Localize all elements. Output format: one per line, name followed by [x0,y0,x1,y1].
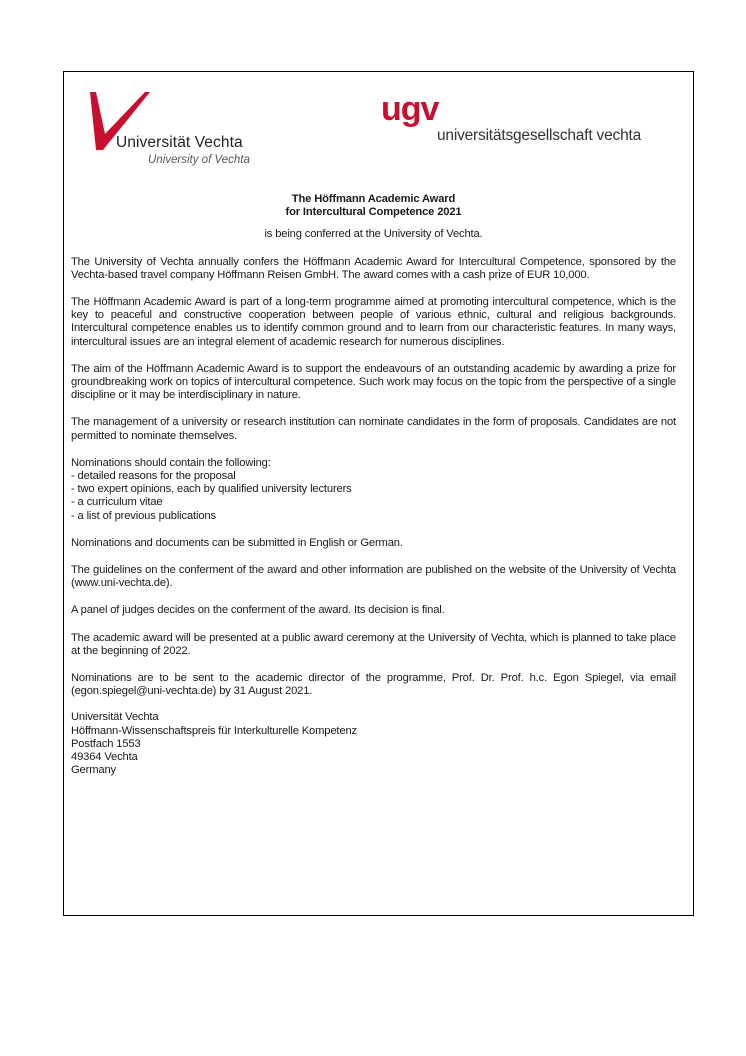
address-line: Höffmann-Wissenschaftspreis für Interkulturelle Kompetenz [71,724,357,737]
contact-text-before: Nominations are to be sent to the academic director of the programme, Prof. Dr. Prof. h.c. Egon Spiegel, via email ( [71,672,676,698]
contact-text-after: ) by 31 August 2021. [212,685,313,698]
award-subtitle: is being conferred at the University of Vechta. [264,228,483,241]
address-line: Germany [71,764,116,777]
award-title-line2: for Intercultural Competence 2021 [285,206,462,219]
contact-email: egon.spiegel@uni-vechta.de [74,685,213,698]
list-item: - a list of previous publications [71,509,216,522]
paragraph-programme: The Höffmann Academic Award is part of a long-term programme aimed at promoting intercultural competence, which is the key to peaceful and constructive cooperation between people of various ethnic, cultural and religious backgrounds. Intercultural competence enables us to identify common ground and to learn from our characteristic features. In many ways, intercultural issues are an integral element of academic research for numerous disciplines. [71,296,676,348]
paragraph-aim: The aim of the Höffmann Academic Award is to support the endeavours of an outstanding academic by awarding a prize for groundbreaking work on topics of intercultural competence. Such work may focus on the topic from the perspective of a single discipline or it may be interdisciplinary in nature. [71,362,676,402]
address-line: 49364 Vechta [71,751,138,764]
nominations-section [71,457,676,523]
postal-address [71,711,676,777]
award-title-line1: The Höffmann Academic Award [291,193,456,205]
paragraph-intro: The University of Vechta annually confers the Höffmann Academic Award for Intercultural Competence, sponsored by the Vechta-based travel company Höffmann Reisen GmbH. The award comes with a cash prize of EUR 10,000. [71,255,676,281]
university-vechta-logo [90,92,290,170]
paragraph-management: The management of a university or research institution can nominate candidates in the form of proposals. Candidates are not permitted to nominate themselves. [71,416,676,442]
document-frame [63,71,694,916]
paragraph-languages: Nominations and documents can be submitted in English or German. [71,536,403,549]
ugv-mark: ugv [381,90,439,128]
paragraph-guidelines: The guidelines on the conferment of the award and other information are published on the website of the University of Vechta (www.uni-vechta.de). [71,564,676,590]
ugv-name: universitätsgesellschaft vechta [437,127,642,144]
nominations-list [71,470,676,523]
paragraph-ceremony: The academic award will be presented at a public award ceremony at the University of Vechta, which is planned to take place at the beginning of 2022. [71,631,676,657]
list-item: - detailed reasons for the proposal [71,470,236,483]
list-item: - two expert opinions, each by qualified university lecturers [71,483,352,496]
nominations-intro: Nominations should contain the following: [71,456,271,469]
logo-university-subtitle: University of Vechta [148,154,250,166]
list-item: - a curriculum vitae [71,496,163,509]
ugv-logo [381,90,681,148]
document-body [71,193,676,778]
paragraph-contact [71,672,676,698]
logo-university-name: Universität Vechta [116,134,243,151]
paragraph-judges: A panel of judges decides on the conferment of the award. Its decision is final. [71,604,445,617]
address-line: Postfach 1553 [71,737,141,750]
address-line: Universität Vechta [71,711,159,724]
